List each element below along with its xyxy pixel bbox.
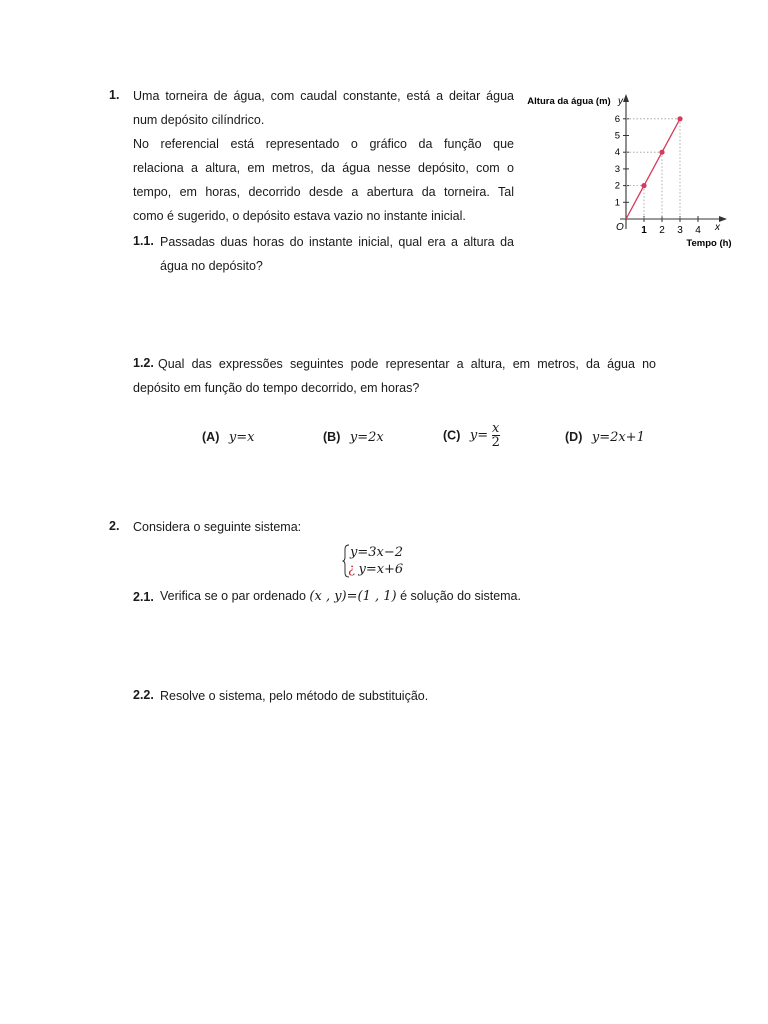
- option-c-label: (C): [443, 428, 461, 443]
- option-d-expression: y=2x+1: [591, 430, 645, 445]
- data-point: [677, 116, 682, 121]
- fraction-denominator: 2: [491, 435, 500, 450]
- ordered-pair: (x , y)=(1 , 1): [309, 589, 397, 604]
- q1-1-text-line-2: água no depósito?: [160, 259, 263, 273]
- q1-text-line-5: tempo, em horas, decorrido desde a abertura da torneira. Tal: [133, 185, 514, 199]
- question-1-2-number: 1.2.: [133, 356, 154, 370]
- error-glyph: ¿: [348, 562, 355, 577]
- y-tick-label: 6: [614, 113, 620, 125]
- fraction-numerator: x: [492, 421, 500, 436]
- q2-1-text-post: é solução do sistema.: [396, 589, 521, 603]
- q2-text: Considera o seguinte sistema:: [133, 520, 302, 534]
- option-d-label: (D): [565, 430, 583, 444]
- option-b-expression: y=2x: [349, 430, 384, 445]
- x-axis-arrow: [719, 216, 727, 222]
- x-axis-label: Tempo (h): [686, 238, 732, 249]
- system-equation-1: y=3x−2: [350, 545, 404, 560]
- question-1-number: 1.: [109, 88, 120, 102]
- y-axis-arrow: [623, 94, 629, 102]
- option-a[interactable]: [202, 430, 254, 445]
- water-height-chart: [525, 88, 740, 264]
- question-2-number: 2.: [109, 519, 120, 533]
- x-tick-label: 4: [695, 225, 701, 236]
- system-row-2: [348, 561, 403, 578]
- question-1-1-number: 1.1.: [133, 234, 154, 248]
- option-c-expression-prefix: y=: [469, 428, 489, 443]
- q1-text-line-6: como é sugerido, o depósito estava vazio no instante inicial.: [133, 209, 466, 223]
- q2-1-text: [160, 589, 521, 604]
- option-b[interactable]: [323, 430, 384, 445]
- question-2-1-number: 2.1.: [133, 590, 154, 604]
- q1-1-text-line-1: Passadas duas horas do instante inicial, qual era a altura da: [160, 235, 514, 249]
- q1-text-line-2: num depósito cilíndrico.: [133, 113, 265, 127]
- x-axis-variable: x: [715, 222, 720, 233]
- y-tick-label: 3: [614, 163, 620, 175]
- y-axis-label: Altura da água (m): [527, 96, 611, 107]
- q1-2-text-line-2: depósito em função do tempo decorrido, em horas?: [133, 381, 420, 395]
- equation-system: [342, 544, 422, 578]
- q2-2-text: Resolve o sistema, pelo método de substituição.: [160, 689, 429, 703]
- data-point: [641, 183, 646, 188]
- question-2-2-number: 2.2.: [133, 688, 154, 702]
- option-d[interactable]: [565, 430, 645, 445]
- option-c[interactable]: [443, 422, 500, 449]
- series-line: [626, 119, 680, 219]
- x-tick-label: 2: [659, 225, 665, 236]
- option-c-fraction: [492, 422, 500, 449]
- q1-2-text-line-1: Qual das expressões seguintes pode representar a altura, em metros, da água no: [158, 357, 656, 371]
- q1-text-line-3: No referencial está representado o gráfico da função que: [133, 137, 514, 151]
- option-b-label: (B): [323, 430, 341, 444]
- system-equation-2: y=x+6: [358, 562, 404, 577]
- y-tick-label: 1: [614, 197, 620, 209]
- y-tick-label: 5: [614, 130, 620, 142]
- y-axis-variable: y: [618, 96, 623, 107]
- origin-label: O: [616, 222, 624, 233]
- y-tick-label: 2: [614, 180, 620, 192]
- x-tick-label: 1: [641, 225, 647, 236]
- q2-1-text-pre: Verifica se o par ordenado: [160, 589, 310, 603]
- q1-text-line-1: Uma torneira de água, com caudal constante, está a deitar água: [133, 89, 514, 103]
- option-a-expression: y=x: [228, 430, 255, 445]
- q1-text-line-4: relaciona a altura, em metros, da água nesse depósito, com o: [133, 161, 514, 175]
- y-tick-label: 4: [614, 147, 620, 159]
- option-a-label: (A): [202, 430, 220, 444]
- data-point: [659, 150, 664, 155]
- x-tick-label: 3: [677, 225, 683, 236]
